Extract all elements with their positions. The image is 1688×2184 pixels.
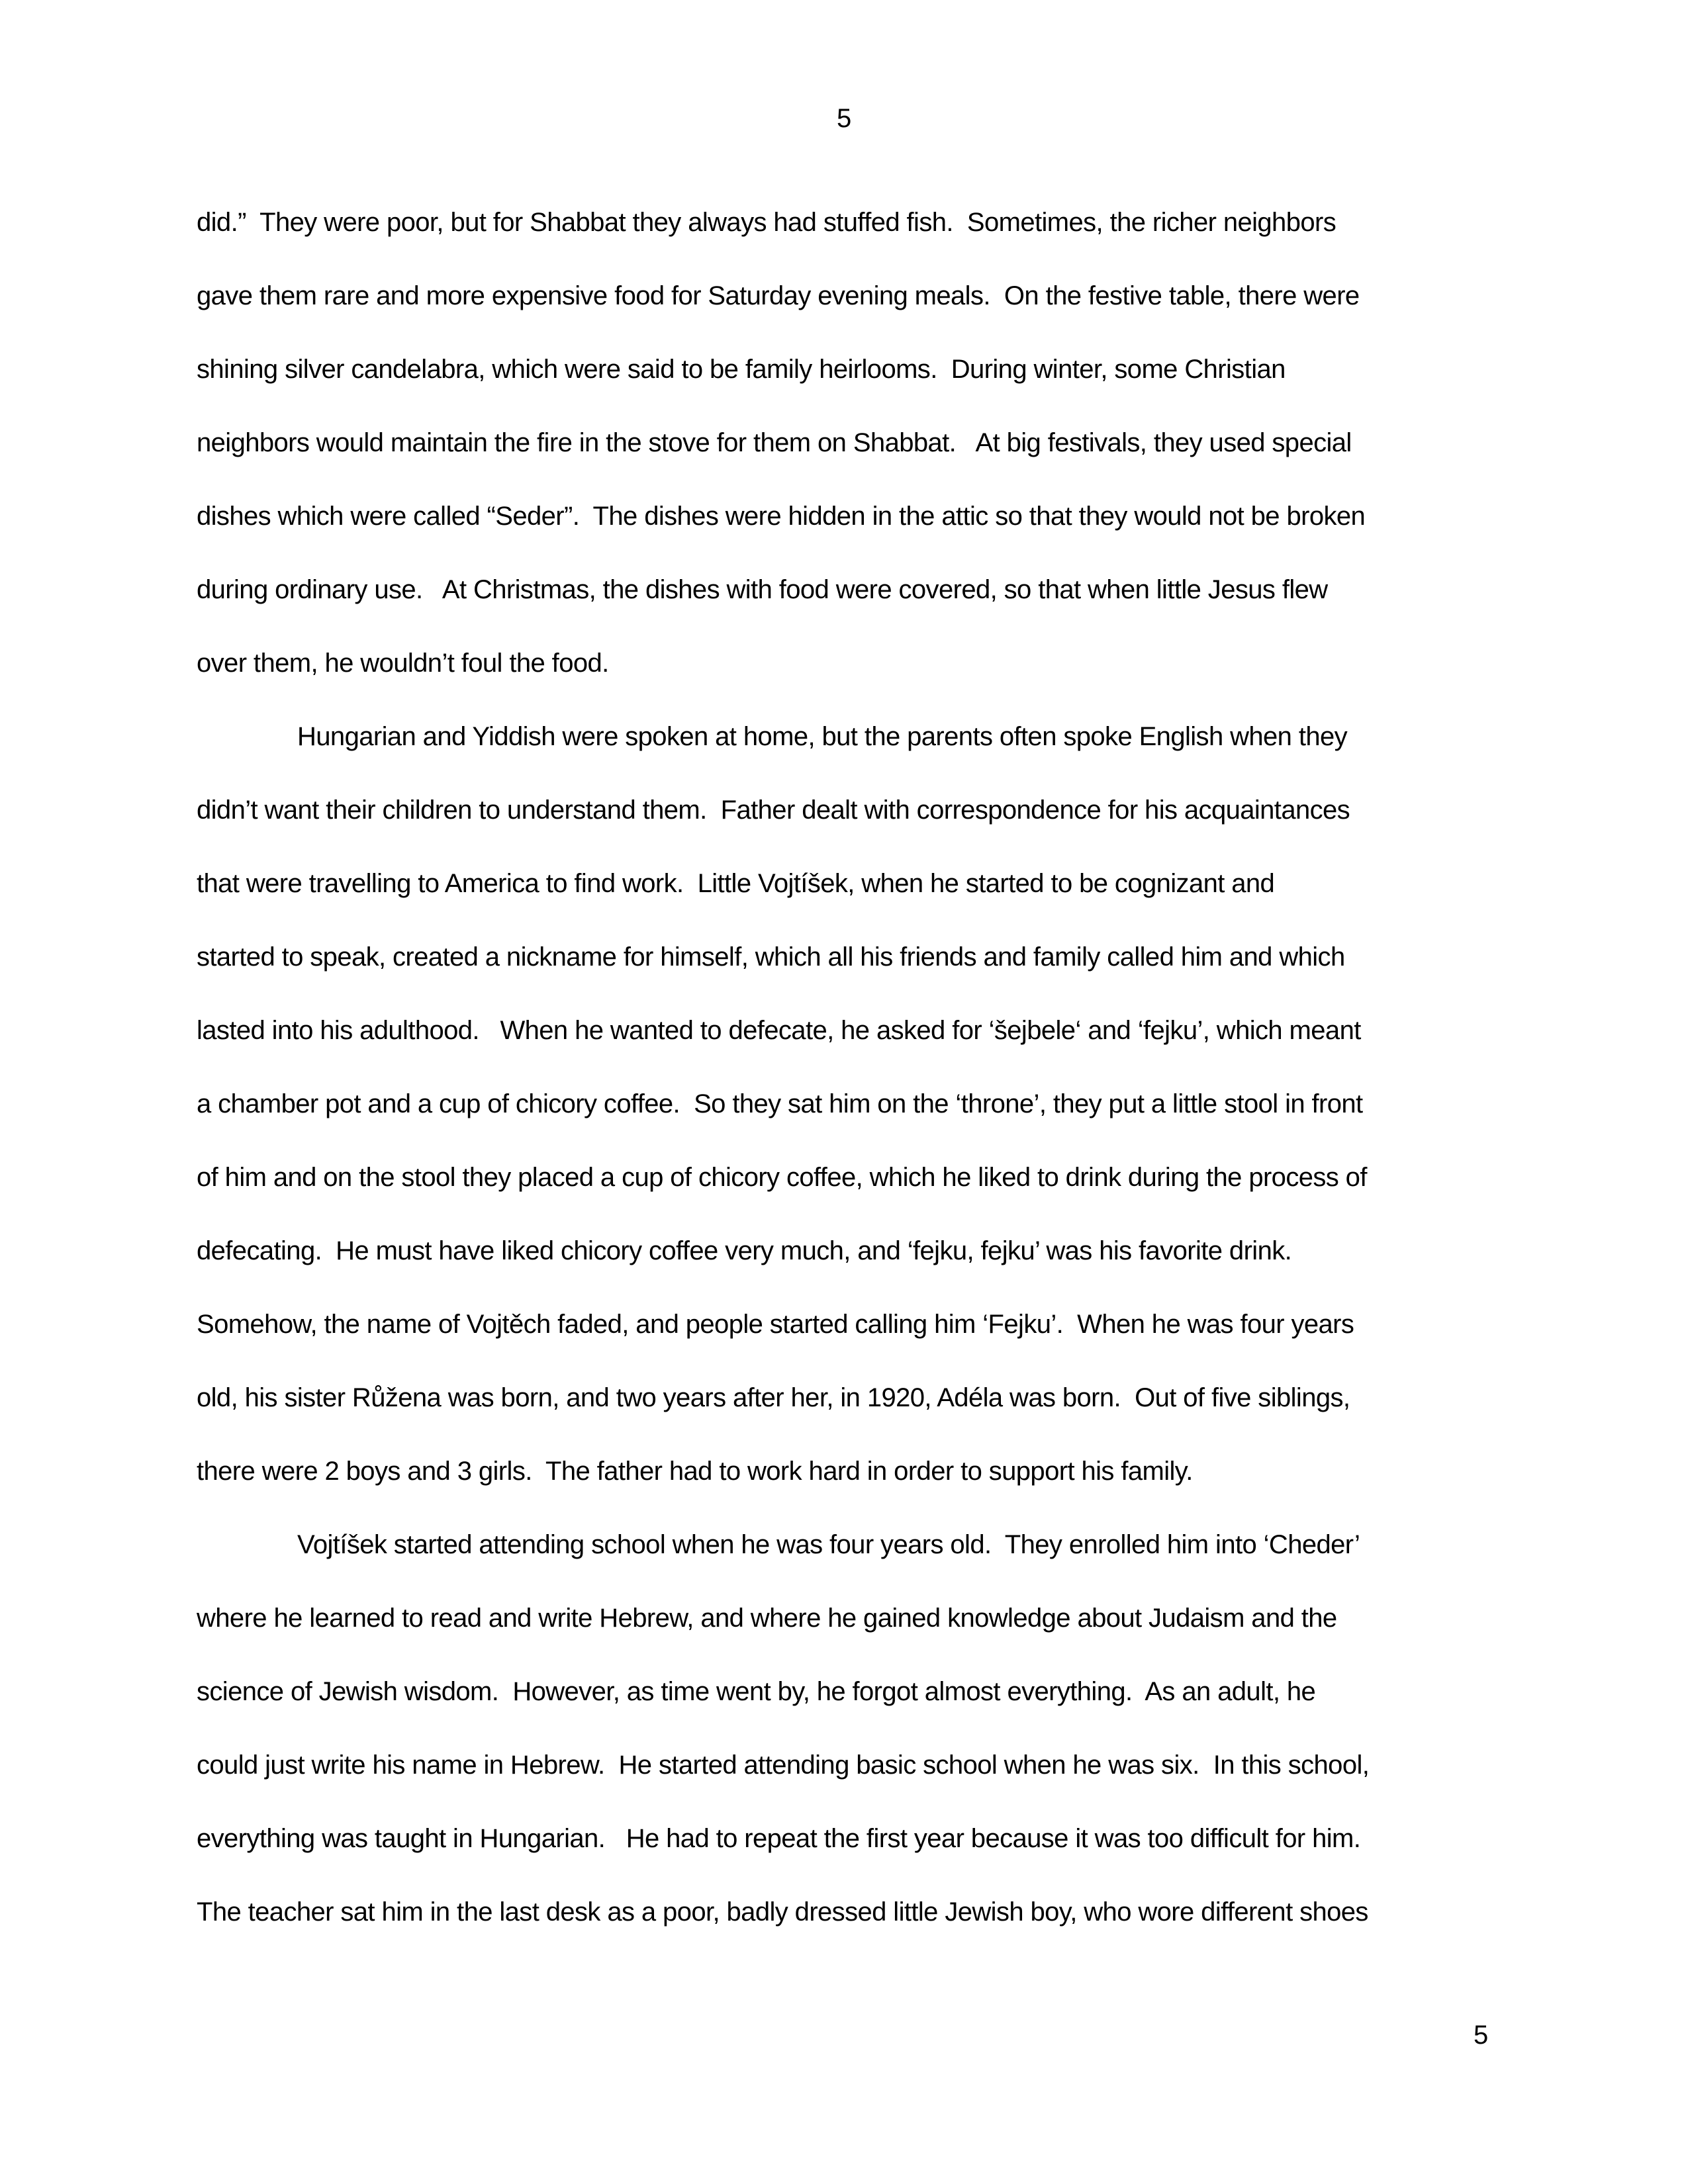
text-line: everything was taught in Hungarian. He had to repeat the first year because it was too difficult for him. xyxy=(197,1824,1361,1853)
text-line: a chamber pot and a cup of chicory coffee. So they sat him on the ‘throne’, they put a little stool in front xyxy=(197,1089,1363,1118)
text-line: defecating. He must have liked chicory coffee very much, and ‘fejku, fejku’ was his favorite drink. xyxy=(197,1236,1292,1265)
text-line: lasted into his adulthood. When he wanted to defecate, he asked for ‘šejbele‘ and ‘fejku’, which meant xyxy=(197,1016,1361,1045)
text-line: Somehow, the name of Vojtěch faded, and people started calling him ‘Fejku’. When he was four years xyxy=(197,1310,1354,1339)
paragraph xyxy=(197,1508,1620,1949)
text-line: started to speak, created a nickname for himself, which all his friends and family called him and which xyxy=(197,942,1345,972)
text-line: during ordinary use. At Christmas, the dishes with food were covered, so that when little Jesus flew xyxy=(197,575,1328,604)
document-body xyxy=(197,186,1620,1949)
text-line: old, his sister Růžena was born, and two years after her, in 1920, Adéla was born. Out of five siblings, xyxy=(197,1383,1350,1412)
paragraph xyxy=(197,186,1620,700)
text-line: gave them rare and more expensive food for Saturday evening meals. On the festive table, there were xyxy=(197,281,1360,310)
header-page-number: 5 xyxy=(837,104,851,133)
text-line: neighbors would maintain the fire in the stove for them on Shabbat. At big festivals, they used special xyxy=(197,428,1352,457)
text-line: over them, he wouldn’t foul the food. xyxy=(197,649,609,678)
text-line: there were 2 boys and 3 girls. The father had to work hard in order to support his family. xyxy=(197,1457,1193,1486)
text-line: Vojtíšek started attending school when he was four years old. They enrolled him into ‘Cheder’ xyxy=(297,1530,1360,1559)
text-line: shining silver candelabra, which were said to be family heirlooms. During winter, some Christian xyxy=(197,355,1286,384)
text-line: of him and on the stool they placed a cup of chicory coffee, which he liked to drink during the process of xyxy=(197,1163,1367,1192)
text-line: did.” They were poor, but for Shabbat they always had stuffed fish. Sometimes, the richer neighbors xyxy=(197,208,1336,237)
paragraph xyxy=(197,700,1620,1508)
text-line: didn’t want their children to understand them. Father dealt with correspondence for his acquaintances xyxy=(197,796,1350,825)
footer-page-number: 5 xyxy=(1474,2021,1488,2050)
text-line: dishes which were called “Seder”. The dishes were hidden in the attic so that they would not be broken xyxy=(197,502,1366,531)
text-line: Hungarian and Yiddish were spoken at home, but the parents often spoke English when they xyxy=(297,722,1348,751)
text-line: could just write his name in Hebrew. He started attending basic school when he was six. In this school, xyxy=(197,1751,1370,1780)
text-line: where he learned to read and write Hebrew, and where he gained knowledge about Judaism and the xyxy=(197,1604,1337,1633)
text-line: science of Jewish wisdom. However, as time went by, he forgot almost everything. As an adult, he xyxy=(197,1677,1316,1706)
text-line: The teacher sat him in the last desk as a poor, badly dressed little Jewish boy, who wore different shoes xyxy=(197,1897,1368,1927)
text-line: that were travelling to America to find work. Little Vojtíšek, when he started to be cognizant and xyxy=(197,869,1275,898)
